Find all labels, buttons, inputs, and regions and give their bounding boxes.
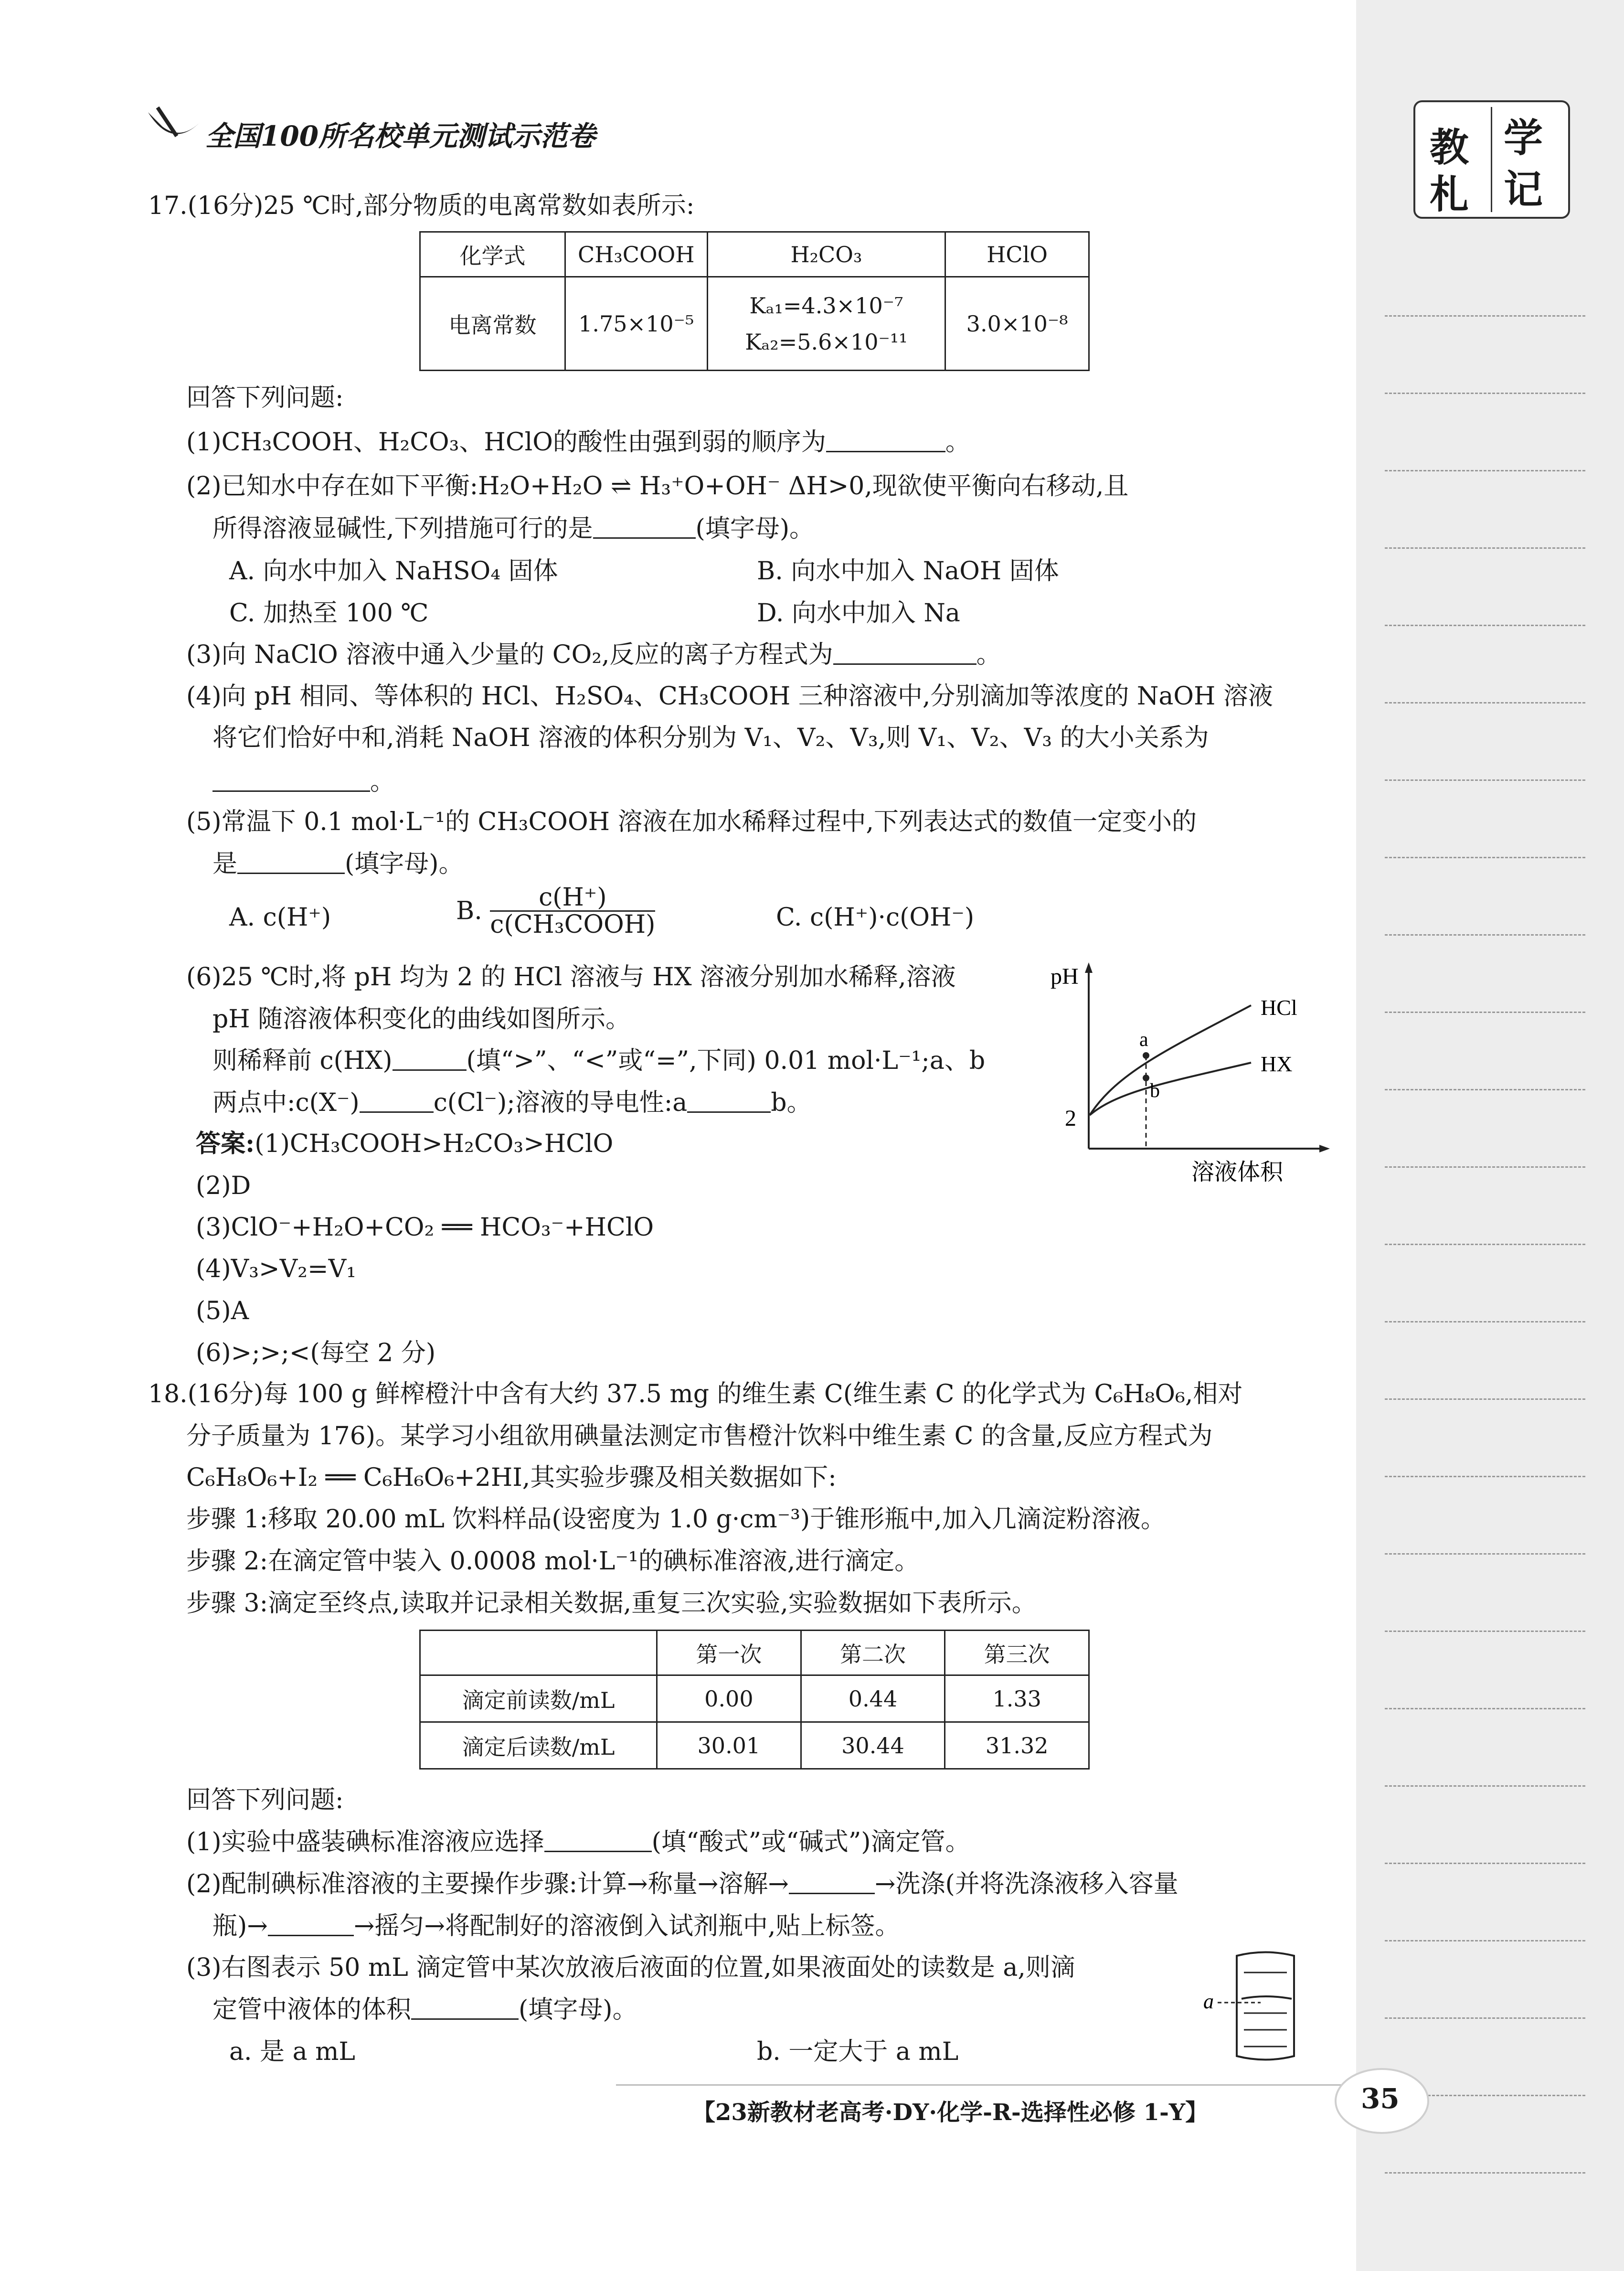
note-line — [1385, 625, 1585, 626]
q17-part6-c-text: 则稀释前 c(HX) — [212, 1046, 393, 1075]
q17-part6-d-text: 两点中:c(X⁻) — [212, 1088, 360, 1117]
side-title-char: 教 — [1430, 125, 1469, 171]
answer-line-6: (6)>;>;<(每空 2 分) — [196, 1339, 436, 1367]
side-title-char: 记 — [1504, 167, 1543, 213]
q17-part2-a: (2)已知水中存在如下平衡:H₂O+H₂O ⇌ H₃⁺O+OH⁻ ΔH>0,现欲使平衡向右移动,且 — [186, 472, 1129, 501]
answer-blank[interactable] — [593, 516, 696, 539]
note-line — [1385, 315, 1585, 317]
q17-option-c: C. 加热至 100 ℃ — [229, 599, 429, 628]
course-code: 【23新教材老高考·DY·化学-R-选择性必修 1-Y】 — [692, 2099, 1209, 2126]
note-line — [1385, 1553, 1585, 1555]
answer-blank[interactable] — [212, 769, 370, 792]
table-cell — [707, 277, 945, 371]
note-line — [1385, 1398, 1585, 1400]
q18-part2-b-end: →摇匀→将配制好的溶液倒入试剂瓶中,贴上标签。 — [353, 1912, 900, 1940]
answer-line-2: (2)D — [196, 1172, 251, 1200]
logo-icon — [143, 103, 205, 155]
point-b — [1143, 1075, 1149, 1081]
note-line — [1385, 1321, 1585, 1322]
q18-part2-b-text: 瓶)→ — [212, 1912, 268, 1940]
q17-part5-a: (5)常温下 0.1 mol·L⁻¹的 CH₃COOH 溶液在加水稀释过程中,下列表达式的数值一定变小的 — [186, 808, 1197, 836]
table-cell: 电离常数 — [420, 277, 565, 371]
note-line — [1385, 1166, 1585, 1168]
table-cell: 1.33 — [945, 1675, 1089, 1722]
curve-hcl — [1090, 1005, 1251, 1115]
q17-part6-a: (6)25 ℃时,将 pH 均为 2 的 HCl 溶液与 HX 溶液分别加水稀释,溶液 — [186, 963, 956, 992]
q18-part2-b — [212, 1910, 900, 1942]
note-line — [1385, 1244, 1585, 1245]
titration-data-table — [419, 1630, 1090, 1770]
q17-part3-text: (3)向 NaClO 溶液中通入少量的 CO₂,反应的离子方程式为 — [186, 640, 833, 669]
y-axis-arrow — [1085, 962, 1093, 973]
fraction — [490, 885, 655, 938]
answer-line-1 — [196, 1128, 613, 1160]
q17-option-d: D. 向水中加入 Na — [757, 599, 960, 628]
q18-option-a: a. 是 a mL — [229, 2037, 355, 2066]
note-line — [1385, 1012, 1585, 1013]
q18-part3-b-text: 定管中液体的体积 — [212, 1995, 412, 2024]
table-cell: 0.00 — [657, 1675, 801, 1722]
table-cell: CH₃COOH — [565, 232, 707, 277]
table-cell: HClO — [945, 232, 1089, 277]
answer-blank[interactable] — [687, 1090, 771, 1113]
q17-part4-a: (4)向 pH 相同、等体积的 HCl、H₂SO₄、CH₃COOH 三种溶液中,分别滴加等浓度的 NaOH 溶液 — [186, 682, 1273, 711]
q18-step3: 步骤 3:滴定至终点,读取并记录相关数据,重复三次实验,实验数据如下表所示。 — [186, 1589, 1037, 1618]
liquid-surface — [1242, 1996, 1292, 1999]
answer-blank[interactable] — [411, 1997, 519, 2020]
q17-part6-b: pH 随溶液体积变化的曲线如图所示。 — [212, 1005, 631, 1034]
note-line — [1385, 547, 1585, 549]
q18-part2-a-end: →洗涤(并将洗涤液移入容量 — [874, 1870, 1178, 1898]
table-cell: 滴定前读数/mL — [420, 1675, 657, 1722]
graph-y-tick: 2 — [1065, 1106, 1076, 1131]
table-cell: 1.75×10⁻⁵ — [565, 277, 707, 371]
answer-blank[interactable] — [826, 430, 945, 452]
side-title-char: 学 — [1504, 115, 1543, 161]
q17-intro: 17.(16分)25 ℃时,部分物质的电离常数如表所示: — [148, 192, 695, 220]
point-b-label: b — [1150, 1080, 1160, 1102]
answer-line-4: (4)V₃>V₂=V₁ — [196, 1255, 356, 1283]
note-line — [1385, 1708, 1585, 1709]
option-label: B. — [456, 896, 482, 926]
table-cell: 30.44 — [801, 1722, 945, 1769]
q17-prompt: 回答下列问题: — [186, 384, 344, 412]
ionization-constant-table — [419, 231, 1090, 371]
q18-part3-b-end: (填字母)。 — [519, 1995, 637, 2024]
q18-part3-b — [212, 1994, 637, 2026]
ka1-value: Kₐ₁=4.3×10⁻⁷ — [749, 292, 903, 319]
q17-part5-option-c: C. c(H⁺)·c(OH⁻) — [776, 903, 975, 932]
q17-part6-c — [212, 1045, 985, 1077]
answer-blank[interactable] — [360, 1090, 434, 1113]
side-title-char: 札 — [1430, 171, 1469, 217]
table-cell: 31.32 — [945, 1722, 1089, 1769]
note-line — [1385, 1631, 1585, 1632]
q18-intro-b: 分子质量为 176)。某学习小组欲用碘量法测定市售橙汁饮料中维生素 C 的含量,反应方程式为 — [186, 1422, 1213, 1450]
answer-blank[interactable] — [268, 1914, 354, 1936]
q18-part2-a — [186, 1868, 1178, 1900]
note-line — [1385, 393, 1585, 394]
q17-part4-c — [212, 766, 395, 798]
answer-text: (1)CH₃COOH>H₂CO₃>HClO — [255, 1130, 614, 1158]
q17-part5-option-a: A. c(H⁺) — [229, 903, 331, 932]
note-line — [1385, 1863, 1585, 1864]
table-cell: 第二次 — [801, 1631, 945, 1675]
answer-line-3: (3)ClO⁻+H₂O+CO₂ ══ HCO₃⁻+HClO — [196, 1213, 654, 1242]
q17-part1 — [186, 426, 970, 458]
table-cell: 滴定后读数/mL — [420, 1722, 657, 1769]
burette-body — [1237, 1952, 1294, 2060]
q17-part3-end: 。 — [976, 640, 1001, 669]
q17-part6-d-text2: c(Cl⁻);溶液的导电性:a — [433, 1088, 688, 1117]
note-line — [1385, 779, 1585, 781]
curve-label-hcl: HCl — [1261, 995, 1297, 1020]
table-cell — [420, 1631, 657, 1675]
note-line — [1385, 1089, 1585, 1090]
table-cell: 3.0×10⁻⁸ — [945, 277, 1089, 371]
fraction-numerator: c(H⁺) — [490, 885, 655, 912]
q17-part2-b-text: 所得溶液显碱性,下列措施可行的是 — [212, 514, 593, 543]
notes-strip — [1356, 0, 1624, 2271]
answer-label: 答案: — [196, 1129, 255, 1158]
x-axis-arrow — [1319, 1145, 1330, 1152]
q18-prompt: 回答下列问题: — [186, 1786, 344, 1814]
table-cell: H₂CO₃ — [707, 232, 945, 277]
side-title-box — [1413, 100, 1570, 219]
q18-intro-a: 18.(16分)每 100 g 鲜榨橙汁中含有大约 37.5 mg 的维生素 C(维生素 C 的化学式为 C₆H₈O₆,相对 — [148, 1380, 1243, 1408]
q18-intro-c: C₆H₈O₆+I₂ ══ C₆H₆O₆+2HI,其实验步骤及相关数据如下: — [186, 1463, 837, 1492]
graph-y-label: pH — [1051, 964, 1079, 989]
q17-option-a: A. 向水中加入 NaHSO₄ 固体 — [229, 557, 558, 586]
q17-part2-b — [212, 513, 814, 544]
q17-part5-b-text: 是 — [212, 850, 238, 878]
q17-part4-b: 将它们恰好中和,消耗 NaOH 溶液的体积分别为 V₁、V₂、V₃,则 V₁、V₂、V₃ 的大小关系为 — [212, 724, 1209, 752]
series-title: 全国100所名校单元测试示范卷 — [205, 120, 596, 152]
table-cell: 化学式 — [420, 232, 565, 277]
q17-part6-d-text3: b。 — [771, 1088, 812, 1117]
q17-part5-b — [212, 848, 464, 880]
answer-blank[interactable] — [393, 1048, 467, 1071]
point-a — [1143, 1052, 1149, 1059]
footer-rule — [616, 2084, 1342, 2086]
answer-line-5: (5)A — [196, 1297, 249, 1325]
burette-illustration — [1199, 1946, 1337, 2066]
note-line — [1385, 2172, 1585, 2174]
burette-label: a — [1203, 1990, 1214, 2013]
page-number: 35 — [1361, 2082, 1400, 2115]
table-cell: 30.01 — [657, 1722, 801, 1769]
q17-part2-b-end: (填字母)。 — [695, 514, 815, 543]
q17-part5-option-b — [456, 885, 655, 938]
q18-part1-end: (填“酸式”或“碱式”)滴定管。 — [651, 1828, 970, 1856]
answer-blank[interactable] — [544, 1830, 652, 1852]
q18-step1: 步骤 1:移取 20.00 mL 饮料样品(设密度为 1.0 g·cm⁻³)于锥形瓶中,加入几滴淀粉溶液。 — [186, 1505, 1166, 1534]
ka2-value: Kₐ₂=5.6×10⁻¹¹ — [745, 329, 908, 355]
q18-step2: 步骤 2:在滴定管中装入 0.0008 mol·L⁻¹的碘标准溶液,进行滴定。 — [186, 1547, 920, 1576]
table-cell: 第三次 — [945, 1631, 1089, 1675]
note-line — [1385, 1476, 1585, 1477]
table-cell: 0.44 — [801, 1675, 945, 1722]
ph-dilution-graph — [1051, 958, 1347, 1187]
note-line — [1385, 2017, 1585, 2019]
q17-part4-end: 。 — [370, 768, 395, 796]
q17-part6-c-text2: (填“>”、“<”或“=”,下同) 0.01 mol·L⁻¹;a、b — [466, 1046, 986, 1075]
q18-part1-text: (1)实验中盛装碘标准溶液应选择 — [186, 1828, 544, 1856]
point-a-label: a — [1139, 1029, 1148, 1051]
note-line — [1385, 1940, 1585, 1941]
q17-part3 — [186, 639, 1001, 671]
fraction-denominator: c(CH₃COOH) — [490, 910, 656, 939]
table-cell: 第一次 — [657, 1631, 801, 1675]
note-line — [1385, 702, 1585, 704]
q18-part3-a: (3)右图表示 50 mL 滴定管中某次放液后液面的位置,如果液面处的读数是 a,则滴 — [186, 1953, 1075, 1982]
curve-label-hx: HX — [1261, 1052, 1293, 1076]
q18-part2-a-text: (2)配制碘标准溶液的主要操作步骤:计算→称量→溶解→ — [186, 1870, 789, 1898]
note-line — [1385, 934, 1585, 936]
q17-part1-end: 。 — [945, 428, 970, 457]
q18-part1 — [186, 1826, 970, 1858]
note-line — [1385, 857, 1585, 858]
q17-part6-d — [212, 1087, 812, 1119]
q17-part5-b-end: (填字母)。 — [345, 850, 464, 878]
curve-hx — [1090, 1063, 1251, 1115]
q17-part1-text: (1)CH₃COOH、H₂CO₃、HClO的酸性由强到弱的顺序为 — [186, 428, 826, 457]
note-line — [1385, 470, 1585, 471]
answer-blank[interactable] — [237, 852, 345, 874]
q18-option-b: b. 一定大于 a mL — [757, 2037, 959, 2066]
q17-option-b: B. 向水中加入 NaOH 固体 — [757, 557, 1059, 586]
answer-blank[interactable] — [833, 642, 977, 665]
note-line — [1385, 1785, 1585, 1787]
graph-x-label: 溶液体积 — [1191, 1160, 1284, 1185]
answer-blank[interactable] — [789, 1872, 875, 1894]
